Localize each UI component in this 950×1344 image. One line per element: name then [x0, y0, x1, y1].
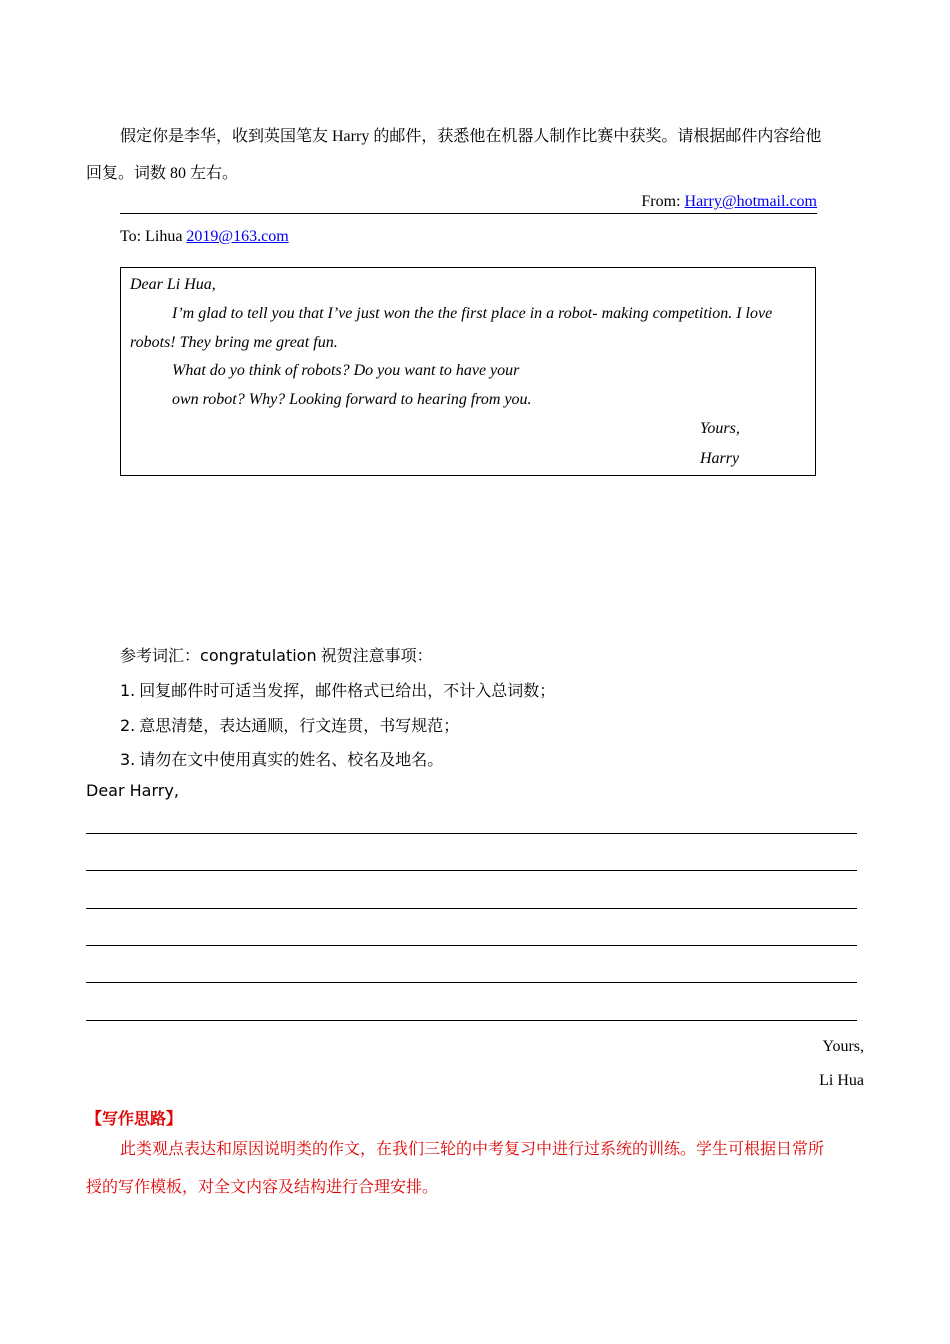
prompt-line-2: 回复。词数 80 左右。	[86, 165, 239, 182]
answer-writing-line[interactable]	[86, 833, 857, 834]
answer-writing-line[interactable]	[86, 870, 857, 871]
writing-idea-body	[86, 1131, 866, 1207]
note-text: 回复邮件时可适当发挥，邮件格式已给出，不计入总词数；	[135, 683, 556, 700]
reference-vocab	[120, 643, 433, 666]
writing-idea-line-1: 此类观点表达和原因说明类的作文，在我们三轮的中考复习中进行过系统的训练。学生可根据日常所	[120, 1141, 825, 1158]
answer-greeting: Dear Harry,	[86, 781, 179, 800]
note-number: 2.	[120, 716, 136, 735]
letter-p1-line2: robots! They bring me great fun.	[130, 334, 338, 351]
to-label: To: Lihua	[120, 228, 187, 245]
letter-p2-line1: What do yo think of robots? Do you want to have your	[172, 362, 520, 379]
answer-writing-line[interactable]	[86, 982, 857, 983]
prompt-line-1: 假定你是李华，收到英国笔友 Harry 的邮件，获悉他在机器人制作比赛中获奖。请根据邮件内容给他	[120, 128, 822, 145]
note-item	[120, 678, 555, 701]
note-item	[120, 747, 443, 770]
note-text: 意思清楚，表达通顺，行文连贯，书写规范；	[135, 718, 460, 735]
vocab-word: congratulation	[200, 646, 317, 665]
note-text: 请勿在文中使用真实的姓名、校名及地名。	[135, 752, 444, 769]
letter-greeting: Dear Li Hua,	[130, 276, 216, 293]
letter-p2-line2: own robot? Why? Looking forward to hearing from you.	[172, 391, 532, 408]
email-letter-box	[120, 267, 816, 476]
from-label: From:	[641, 193, 685, 210]
vocab-rest: 祝贺注意事项：	[316, 648, 433, 665]
writing-idea-line-2: 授的写作模板，对全文内容及结构进行合理安排。	[86, 1179, 439, 1196]
note-item	[120, 713, 459, 736]
email-to-line	[120, 228, 289, 246]
letter-signature: Harry	[700, 450, 740, 467]
writing-idea-title: 【写作思路】	[86, 1111, 183, 1128]
to-email-link[interactable]: 2019@163.com	[186, 228, 289, 245]
vocab-label: 参考词汇：	[120, 648, 201, 665]
answer-signature: Li Hua	[819, 1072, 864, 1089]
task-prompt	[86, 118, 866, 192]
letter-closing: Yours,	[700, 420, 740, 437]
email-from-line	[120, 193, 817, 214]
answer-closing: Yours,	[822, 1038, 864, 1055]
answer-writing-line[interactable]	[86, 945, 857, 946]
from-email-link[interactable]: Harry@hotmail.com	[684, 193, 817, 210]
note-number: 1.	[120, 681, 136, 700]
answer-writing-line[interactable]	[86, 908, 857, 909]
answer-writing-line[interactable]	[86, 1020, 857, 1021]
note-number: 3.	[120, 750, 136, 769]
letter-p1-line1: I’m glad to tell you that I’ve just won the the first place in a robot- making competition. I love	[172, 305, 773, 322]
